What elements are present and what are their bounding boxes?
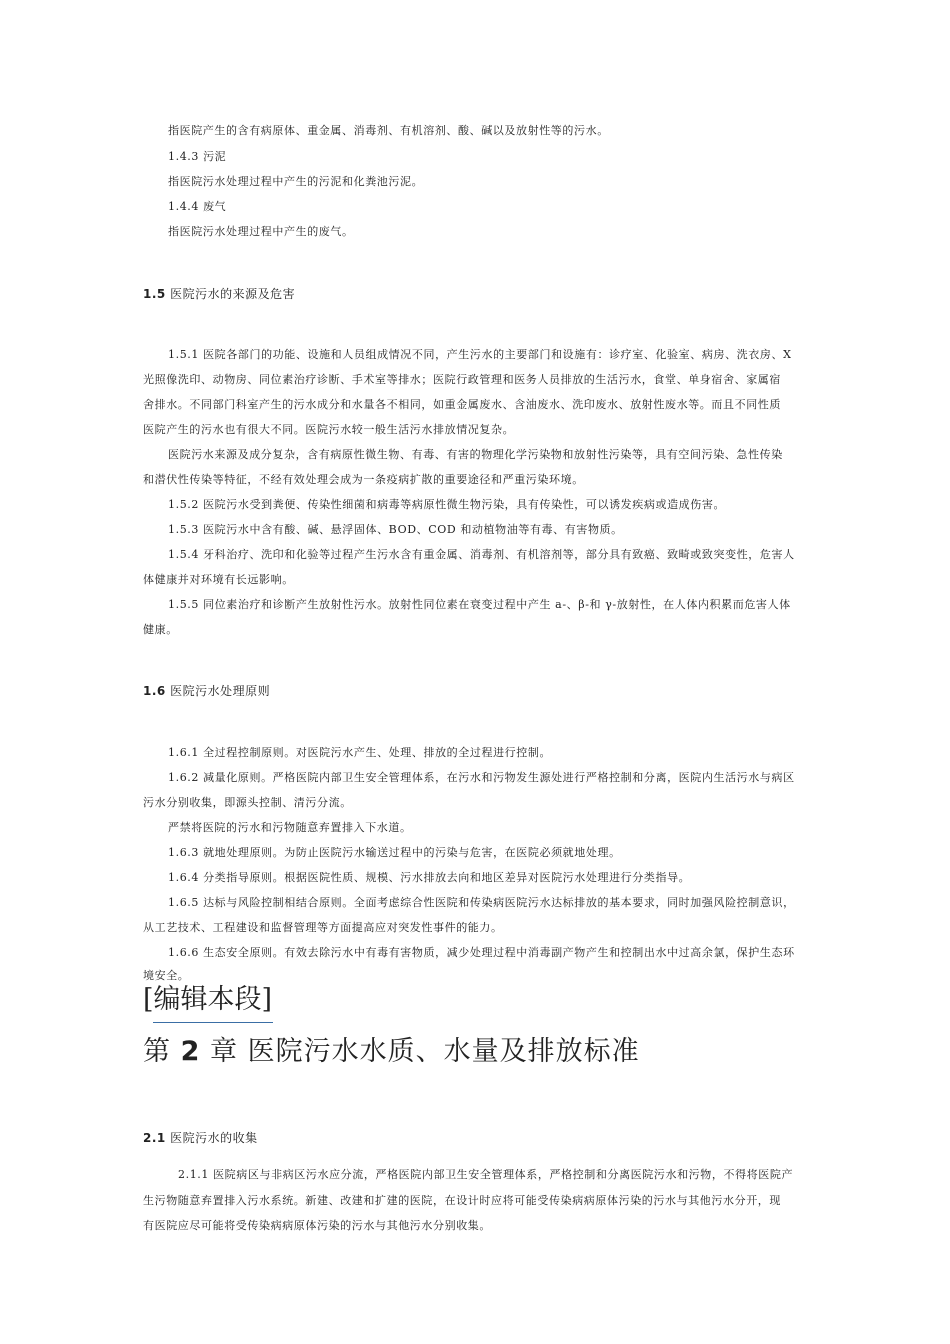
paragraph-line: 1.5.5 同位素治疗和诊断产生放射性污水。放射性同位素在衰变过程中产生 a-、β-和 γ-放射性，在人体内积累而危害人体	[168, 598, 791, 611]
paragraph-line: 1.5.4 牙科治疗、洗印和化验等过程产生污水含有重金属、消毒剂、有机溶剂等，部分具有致癌、致畸或致突变性，危害人	[168, 548, 795, 561]
section-title: 医院污水处理原则	[170, 684, 271, 698]
paragraph-line: 2.1.1 医院病区与非病区污水应分流，严格医院内部卫生安全管理体系，严格控制和分离医院污水和污物，不得将医院产	[178, 1168, 794, 1181]
paragraph-line: 从工艺技术、工程建设和监督管理等方面提高应对突发性事件的能力。	[143, 921, 503, 934]
chapter-title	[143, 1032, 640, 1072]
paragraph-line: 生污物随意弃置排入污水系统。新建、改建和扩建的医院，在设计时应将可能受传染病病原体污染的污水与其他污水分开，现	[143, 1194, 781, 1207]
paragraph-line: 1.6.2 减量化原则。严格医院内部卫生安全管理体系，在污水和污物发生源处进行严格控制和分离，医院内生活污水与病区	[168, 771, 795, 784]
paragraph-line: 1.6.6 生态安全原则。有效去除污水中有毒有害物质，减少处理过程中消毒副产物产生和控制出水中过高余氯，保护生态环	[168, 946, 795, 959]
paragraph-line: 1.5.2 医院污水受到粪便、传染性细菌和病毒等病原性微生物污染，具有传染性，可以诱发疾病或造成伤害。	[168, 498, 726, 511]
paragraph-line: 1.5.3 医院污水中含有酸、碱、悬浮固体、BOD、COD 和动植物油等有毒、有害物质。	[168, 523, 623, 536]
chapter-prefix: 第	[143, 1036, 171, 1067]
section-number: 2.1	[143, 1131, 166, 1145]
paragraph-line: 污水分别收集，即源头控制、清污分流。	[143, 796, 352, 809]
text-line: 指医院污水处理过程中产生的废气。	[168, 225, 354, 238]
section-number: 1.5	[143, 287, 166, 301]
edit-link-underline	[153, 1022, 273, 1023]
section-heading	[143, 683, 270, 699]
text-line: 指医院产生的含有病原体、重金属、消毒剂、有机溶剂、酸、碱以及放射性等的污水。	[168, 124, 609, 137]
paragraph-line: 1.6.4 分类指导原则。根据医院性质、规模、污水排放去向和地区差异对医院污水处理进行分类指导。	[168, 871, 691, 884]
chapter-suffix: 章 医院污水水质、水量及排放标准	[209, 1036, 640, 1067]
paragraph-line: 和潜伏性传染等特征，不经有效处理会成为一条疫病扩散的重要途径和严重污染环境。	[143, 473, 584, 486]
chapter-number: 2	[180, 1036, 201, 1067]
paragraph-line: 医院产生的污水也有很大不同。医院污水较一般生活污水排放情况复杂。	[143, 423, 515, 436]
edit-section-link[interactable]: [编辑本段]	[143, 984, 273, 1015]
paragraph-line: 有医院应尽可能将受传染病病原体污染的污水与其他污水分别收集。	[143, 1219, 491, 1232]
paragraph-line: 1.5.1 医院各部门的功能、设施和人员组成情况不同，产生污水的主要部门和设施有：诊疗室、化验室、病房、洗衣房、X	[168, 348, 792, 361]
paragraph-line: 1.6.1 全过程控制原则。对医院污水产生、处理、排放的全过程进行控制。	[168, 746, 552, 759]
paragraph-line: 严禁将医院的污水和污物随意弃置排入下水道。	[168, 821, 412, 834]
section-heading	[143, 1130, 258, 1146]
section-title: 医院污水的收集	[170, 1131, 258, 1145]
paragraph-line: 1.6.3 就地处理原则。为防止医院污水输送过程中的污染与危害，在医院必须就地处理。	[168, 846, 621, 859]
paragraph-line: 光照像洗印、动物房、同位素治疗诊断、手术室等排水；医院行政管理和医务人员排放的生活污水，食堂、单身宿舍、家属宿	[143, 373, 781, 386]
paragraph-line: 1.6.5 达标与风险控制相结合原则。全面考虑综合性医院和传染病医院污水达标排放的基本要求，同时加强风险控制意识，	[168, 896, 795, 909]
section-title: 医院污水的来源及危害	[170, 287, 296, 301]
paragraph-line: 医院污水来源及成分复杂，含有病原性微生物、有毒、有害的物理化学污染物和放射性污染等，具有空间污染、急性传染	[168, 448, 783, 461]
text-line: 1.4.4 废气	[168, 200, 227, 213]
paragraph-line: 健康。	[143, 623, 178, 636]
paragraph-line: 境安全。	[143, 969, 190, 982]
section-number: 1.6	[143, 684, 166, 698]
section-heading	[143, 286, 295, 302]
text-line: 指医院污水处理过程中产生的污泥和化粪池污泥。	[168, 175, 424, 188]
paragraph-line: 舍排水。不同部门科室产生的污水成分和水量各不相同，如重金属废水、含油废水、洗印废水、放射性废水等。而且不同性质	[143, 398, 781, 411]
text-line: 1.4.3 污泥	[168, 150, 227, 163]
paragraph-line: 体健康并对环境有长远影响。	[143, 573, 294, 586]
